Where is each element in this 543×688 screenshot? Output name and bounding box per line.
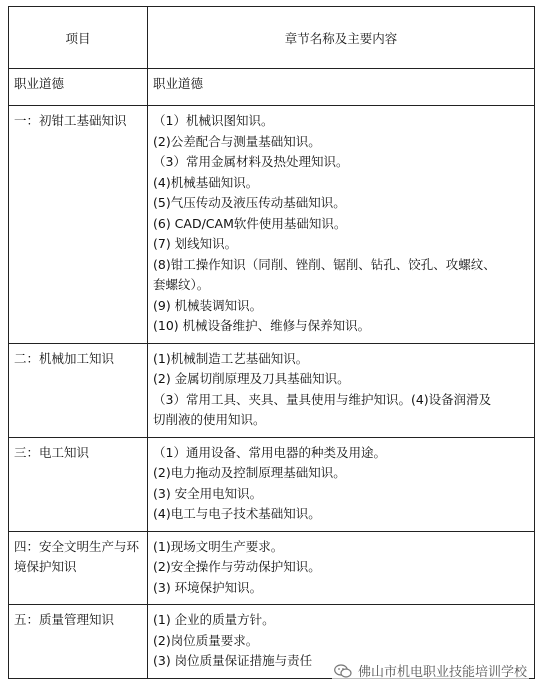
content-line: （3）常用工具、夹具、量具使用与维护知识。(4)设备润滑及 <box>153 391 492 407</box>
table-row-safety <box>9 531 535 605</box>
row-content <box>148 69 535 106</box>
content-line: (3) 安全用电知识。 <box>153 485 263 501</box>
content-line: (4)机械基础知识。 <box>153 174 259 190</box>
content-line: (3) 环境保护知识。 <box>153 579 263 595</box>
watermark <box>332 661 529 680</box>
content-line: (1)现场文明生产要求。 <box>153 538 284 554</box>
content-line: (10) 机械设备维护、维修与保养知识。 <box>153 318 371 333</box>
content-line: 切削液的使用知识。 <box>153 412 266 427</box>
content-line: (2)岗位质量要求。 <box>153 632 259 648</box>
row-content <box>148 106 535 344</box>
row-title: 五：质量管理知识 <box>9 605 148 679</box>
row-title: 三：电工知识 <box>9 437 148 531</box>
row-content <box>148 531 535 605</box>
content-line: (7) 划线知识。 <box>153 236 238 251</box>
table-header-row <box>9 7 535 69</box>
content-line: 职业道德 <box>153 76 204 91</box>
content-line: (8)钳工操作知识（同削、锉削、锯削、钻孔、饺孔、攻螺纹、 <box>153 256 496 272</box>
content-line: （3）常用金属材料及热处理知识。 <box>153 154 349 169</box>
row-title: 职业道德 <box>9 69 148 106</box>
row-title: 一：初钳工基础知识 <box>9 106 148 344</box>
content-line: 套螺纹）。 <box>153 277 210 292</box>
header-item: 项目 <box>9 7 148 69</box>
content-line: (3) 岗位质量保证措施与责任 <box>153 653 313 668</box>
content-line: (4)电工与电子技术基础知识。 <box>153 506 321 521</box>
row-content <box>148 437 535 531</box>
content-line: (2)电力拖动及控制原理基础知识。 <box>153 465 346 480</box>
watermark-text: 佛山市机电职业技能培训学校 <box>357 665 527 680</box>
row-title: 四：安全文明生产与环境保护知识 <box>9 531 148 605</box>
syllabus-table <box>8 6 535 679</box>
content-line: (2)公差配合与测量基础知识。 <box>153 133 321 149</box>
content-line: （1）通用设备、常用电器的种类及用途。 <box>153 444 386 460</box>
content-line: (2) 金属切削原理及刀具基础知识。 <box>153 371 350 386</box>
content-line: (6) CAD/CAM软件使用基础知识。 <box>153 215 347 231</box>
wechat-icon <box>334 664 352 678</box>
header-content: 章节名称及主要内容 <box>148 7 535 69</box>
content-line: (9) 机械装调知识。 <box>153 297 263 313</box>
content-line: (1) 企业的质量方针。 <box>153 612 275 627</box>
row-content <box>148 343 535 437</box>
table-row-ethics <box>9 69 535 106</box>
table-row-machining <box>9 343 535 437</box>
content-line: (1)机械制造工艺基础知识。 <box>153 350 309 366</box>
table-row-electrical <box>9 437 535 531</box>
content-line: （1）机械识图知识。 <box>153 113 274 128</box>
content-line: (2)安全操作与劳动保护知识。 <box>153 559 321 574</box>
content-line: (5)气压传动及液压传动基础知识。 <box>153 195 346 210</box>
table-row-fitter <box>9 106 535 344</box>
row-title: 二：机械加工知识 <box>9 343 148 437</box>
